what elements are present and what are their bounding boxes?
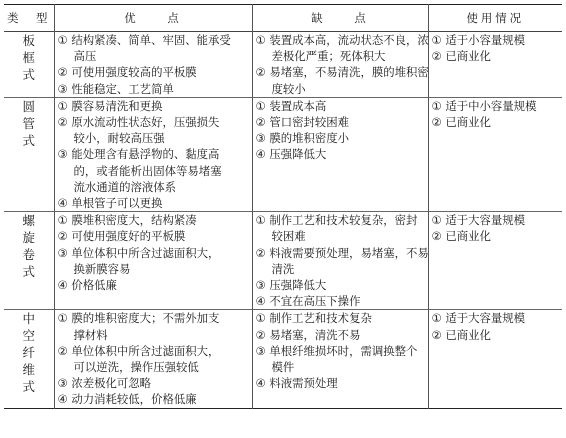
advantage-line: 可以逆洗，操作压强较低 bbox=[73, 360, 199, 375]
disadvantage-line: ① 制作工艺和技术较复杂，密封 bbox=[255, 213, 418, 228]
advantage-line: 流水通道的溶液体系 bbox=[73, 179, 177, 194]
header-type: 类 型 bbox=[4, 5, 54, 32]
table-row bbox=[4, 97, 562, 211]
disadvantage-line: ② 料液需要预处理，易堵塞，不易 bbox=[255, 245, 429, 260]
advantages-cell bbox=[54, 32, 252, 98]
disadvantage-line: ② 易堵塞，清洗不易 bbox=[255, 327, 361, 342]
advantage-line: 的，或者能析出固体等易堵塞 bbox=[73, 163, 222, 178]
usage-line: ① 适于大容量规模 bbox=[431, 213, 526, 228]
usage-line: ② 已商业化 bbox=[431, 49, 491, 64]
advantage-line: ③ 性能稳定、工艺简单 bbox=[57, 81, 174, 96]
usage-cell bbox=[428, 32, 562, 98]
header-row bbox=[4, 5, 562, 32]
usage-line: ② 已商业化 bbox=[431, 115, 491, 130]
disadvantage-line: 模件 bbox=[271, 360, 295, 375]
disadvantage-line: 较困难 bbox=[271, 229, 306, 244]
disadvantage-line: ① 装置成本高 bbox=[255, 98, 327, 113]
advantage-line: ① 膜的堆积密度大；不需外加支 bbox=[57, 311, 220, 326]
disadvantage-line: 度较小 bbox=[271, 81, 306, 96]
disadvantage-line: ① 装置成本高，流动状态不良，浓 bbox=[255, 33, 429, 47]
membrane-module-comparison bbox=[4, 4, 562, 434]
advantage-line: ② 可使用强度好的平板膜 bbox=[57, 229, 186, 244]
type-cell bbox=[4, 310, 54, 408]
usage-line: ② 已商业化 bbox=[431, 327, 491, 342]
usage-cell bbox=[428, 97, 562, 211]
disadvantages-cell bbox=[252, 212, 428, 310]
advantages-cell bbox=[54, 310, 252, 408]
table-row bbox=[4, 310, 562, 408]
advantage-line: ③ 能处理含有悬浮物的、黏度高 bbox=[57, 147, 220, 162]
advantage-line: 撑材料 bbox=[73, 327, 108, 342]
disadvantage-line: ④ 压强降低大 bbox=[255, 147, 327, 162]
type-cell bbox=[4, 97, 54, 211]
advantage-line: ③ 单位体积中所含过滤面积大， bbox=[57, 245, 220, 260]
disadvantage-line: ③ 压强降低大 bbox=[255, 278, 327, 293]
usage-line: ① 适于小容量规模 bbox=[431, 33, 526, 47]
advantages-cell bbox=[54, 212, 252, 310]
type-label: 圆管式 bbox=[22, 98, 35, 148]
header-usage: 使用情况 bbox=[428, 5, 562, 32]
disadvantages-cell bbox=[252, 97, 428, 211]
type-label: 板框式 bbox=[22, 33, 35, 82]
type-label: 中空纤维式 bbox=[22, 311, 35, 395]
table-row bbox=[4, 212, 562, 310]
usage-cell bbox=[428, 310, 562, 408]
table-row bbox=[4, 32, 562, 98]
usage-cell bbox=[428, 212, 562, 310]
type-label: 螺旋卷式 bbox=[22, 213, 35, 280]
disadvantages-cell bbox=[252, 310, 428, 408]
usage-line: ① 适于大容量规模 bbox=[431, 311, 526, 326]
advantage-line: ④ 单根管子可以更换 bbox=[57, 196, 163, 211]
usage-line: ① 适于中小容量规模 bbox=[431, 98, 537, 113]
disadvantage-line: ② 管口密封较困难 bbox=[255, 115, 350, 130]
advantage-line: ② 可使用强度较高的平板膜 bbox=[57, 65, 197, 80]
disadvantage-line: 清洗 bbox=[271, 261, 295, 276]
disadvantage-line: ② 易堵塞，不易清洗，膜的堆积密 bbox=[255, 65, 429, 80]
advantage-line: 较小，耐较高压强 bbox=[73, 131, 165, 146]
advantage-line: ② 单位体积中所含过滤面积大， bbox=[57, 343, 220, 358]
header-advantages: 优 点 bbox=[54, 5, 252, 32]
advantage-line: ① 膜容易清洗和更换 bbox=[57, 98, 163, 113]
advantage-line: ④ 价格低廉 bbox=[57, 278, 117, 293]
advantage-line: ① 膜堆积密度大，结构紧凑 bbox=[57, 213, 197, 228]
advantage-line: 换新膜容易 bbox=[73, 261, 131, 276]
advantage-line: ④ 动力消耗较低，价格低廉 bbox=[57, 392, 197, 407]
disadvantage-line: ④ 料液需预处理 bbox=[255, 376, 338, 391]
disadvantage-line: ① 制作工艺和技术复杂 bbox=[255, 311, 372, 326]
type-cell bbox=[4, 32, 54, 98]
comparison-table bbox=[4, 4, 562, 409]
advantages-cell bbox=[54, 97, 252, 211]
advantage-line: 高压 bbox=[73, 49, 97, 64]
disadvantage-line: ③ 单根纤维损坏时，需调换整个 bbox=[255, 343, 418, 358]
disadvantage-line: ③ 膜的堆积密度小 bbox=[255, 131, 350, 146]
advantage-line: ② 原水流动性状态好，压强损失 bbox=[57, 115, 220, 130]
type-cell bbox=[4, 212, 54, 310]
header-disadvantages: 缺 点 bbox=[252, 5, 428, 32]
disadvantages-cell bbox=[252, 32, 428, 98]
usage-line: ② 已商业化 bbox=[431, 229, 491, 244]
advantage-line: ③ 浓差极化可忽略 bbox=[57, 376, 152, 391]
disadvantage-line: 差极化严重；死体积大 bbox=[271, 49, 386, 64]
advantage-line: ① 结构紧凑、简单、牢固、能承受 bbox=[57, 33, 231, 47]
disadvantage-line: ④ 不宜在高压下操作 bbox=[255, 294, 361, 309]
